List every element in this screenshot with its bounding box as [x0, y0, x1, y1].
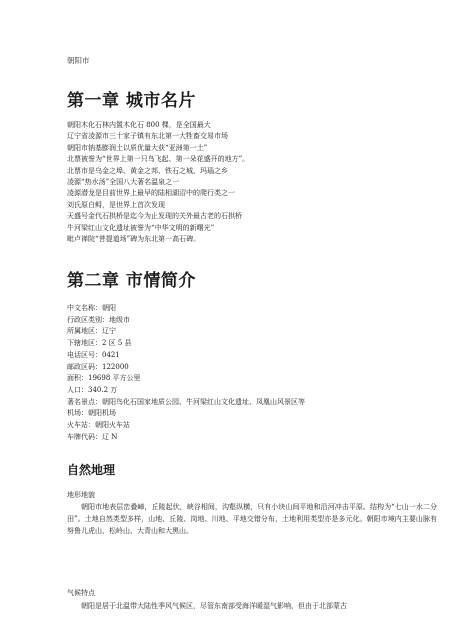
paragraph-climate: 朝阳是居于北温带大陆性季风气候区，尽管东南部受海洋暖湿气影响，但由于北部蒙古	[81, 602, 347, 610]
info-row: 面积：19698 平方公里	[67, 374, 141, 383]
city-info-list	[67, 303, 433, 443]
chapter-2-title: 第二章 市情简介	[67, 271, 196, 291]
subsection-title-climate: 气候特点	[67, 589, 95, 597]
info-row: 电话区号：0421	[67, 350, 120, 359]
list-item: 毗卢禅院“菩提道场”碑为东北第一高石碑。	[67, 235, 201, 244]
paragraph-terrain: 朝阳市地表层峦叠嶂，丘陵起伏，峡谷相间，沟壑纵横，只有小块山间平地和沿河冲击平原。结构为“七山一水二分田”。土地自然类型多样，山地、丘陵、岗地、川地、平地交错分布，土地利用类型亦是多元化。朝阳市境内主要山脉有努鲁儿虎山、松岭山、大青山和大黑山。	[67, 503, 437, 535]
info-row: 机场：朝阳机场	[67, 409, 116, 418]
list-item: 朝阳木化石林内置木化石 800 棵，是全国最大	[67, 121, 211, 129]
page-header-title: 朝阳市	[67, 56, 90, 65]
info-row: 车牌代码：辽 N	[67, 432, 118, 441]
info-row: 行政区类别：地级市	[67, 315, 130, 324]
list-item: 朝阳市钠基膨润土以质优量大获“亚洲第一土”	[67, 143, 208, 152]
list-item: 凌源潜龙是目前世界上最早的陆相湖沼中的爬行类之一	[67, 189, 235, 198]
list-item: 凌源“热水汤”全国八大著名温泉之一	[67, 178, 180, 187]
list-item: 北票被誉为“世界上第一只鸟飞起、第一朵花盛开的地方”。	[67, 155, 250, 164]
list-item: 辽宁省凌源市三十家子镇有东北第一大牲畜交易市场	[67, 132, 228, 141]
info-row: 所属地区：辽宁	[67, 327, 116, 336]
list-item: 北票市是乌金之埠、黄金之邦、铁石之城、玛瑙之乡	[67, 166, 228, 175]
info-row: 邮政区码：122000	[67, 362, 129, 371]
info-row: 下辖地区：2 区 5 县	[67, 339, 132, 348]
info-row: 人口：340.2 万	[67, 385, 118, 394]
info-row: 著名景点：朝阳鸟化石国家地质公园、牛河梁红山文化遗址、凤凰山风景区等	[67, 397, 305, 406]
section-title: 自然地理	[67, 463, 116, 477]
city-card-list	[67, 120, 433, 245]
subsection-title-terrain: 地形地貌	[67, 491, 95, 499]
list-item: 牛河梁红山文化遗址被誉为“中华文明的新曙光”	[67, 223, 215, 232]
chapter-1-title: 第一章 城市名片	[67, 91, 196, 111]
info-row: 中文名称：朝阳	[67, 304, 116, 312]
list-item: 刘氏原白鲟，是世界上首次发现	[67, 200, 165, 209]
list-item: 天盛号金代石拱桥是迄今为止发现的关外最古老的石拱桥	[67, 212, 242, 221]
info-row: 火车站：朝阳火车站	[67, 421, 130, 430]
